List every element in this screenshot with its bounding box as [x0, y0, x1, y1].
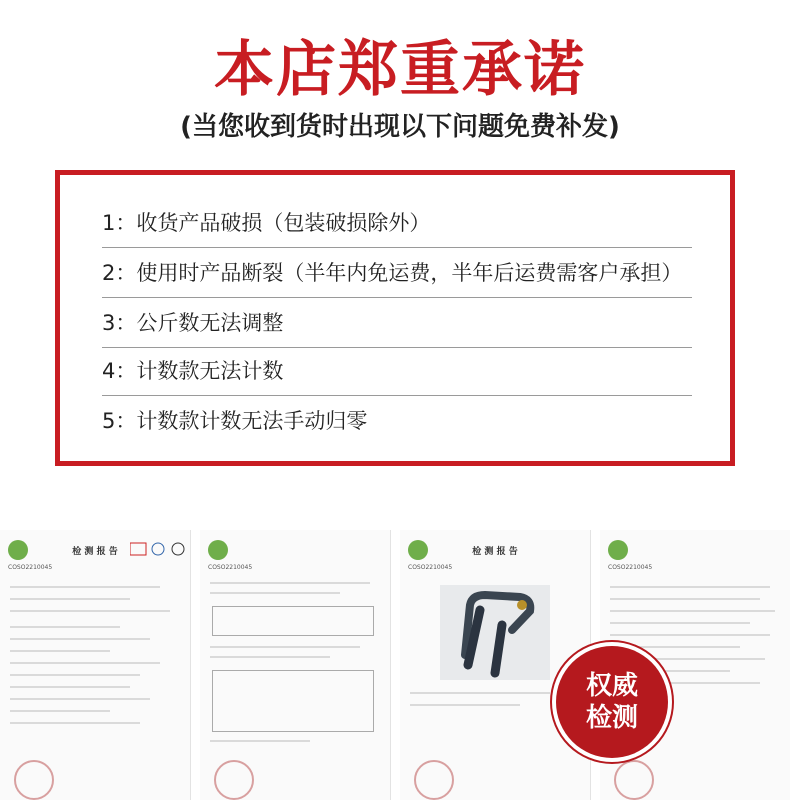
- promise-item-4: 4：计数款无法计数: [102, 347, 692, 396]
- promise-item-5: 5：计数款计数无法手动归零: [102, 409, 368, 433]
- page-subtitle: (当您收到货时出现以下问题免费补发): [180, 112, 620, 142]
- promise-item-1: 1：收货产品破损（包装破损除外）: [102, 199, 692, 248]
- certification-logos-icon: [130, 542, 188, 556]
- result-table: [212, 670, 374, 732]
- lab-logo-icon: [208, 540, 228, 560]
- badge-line-1: 权威: [585, 671, 638, 701]
- seal-stamp-icon: [214, 760, 254, 800]
- promise-item-3: 3：公斤数无法调整: [102, 299, 692, 348]
- seal-stamp-icon: [14, 760, 54, 800]
- report-number: COSO2210045: [608, 564, 653, 571]
- authority-test-badge: [556, 646, 668, 758]
- report-number: COSO2210045: [8, 564, 53, 571]
- promise-item-2: 2：使用时产品断裂（半年内免运费，半年后运费需客户承担）: [102, 249, 692, 298]
- seal-stamp-icon: [414, 760, 454, 800]
- result-table: [212, 606, 374, 636]
- test-report-2: [200, 530, 391, 800]
- promise-box: [55, 170, 735, 466]
- test-reports: [0, 520, 800, 800]
- report-number: COSO2210045: [208, 564, 253, 571]
- test-report-1: [0, 530, 191, 800]
- seal-stamp-icon: [614, 760, 654, 800]
- lab-logo-icon: [608, 540, 628, 560]
- report-title: 检 测 报 告: [72, 547, 118, 557]
- badge-line-2: 检测: [585, 703, 638, 733]
- report-number: COSO2210045: [408, 564, 453, 571]
- test-report-3: [400, 530, 591, 800]
- hand-grip-photo-icon: [440, 585, 550, 680]
- page-title: 本店郑重承诺: [214, 35, 586, 105]
- report-title: 检 测 报 告: [472, 547, 518, 557]
